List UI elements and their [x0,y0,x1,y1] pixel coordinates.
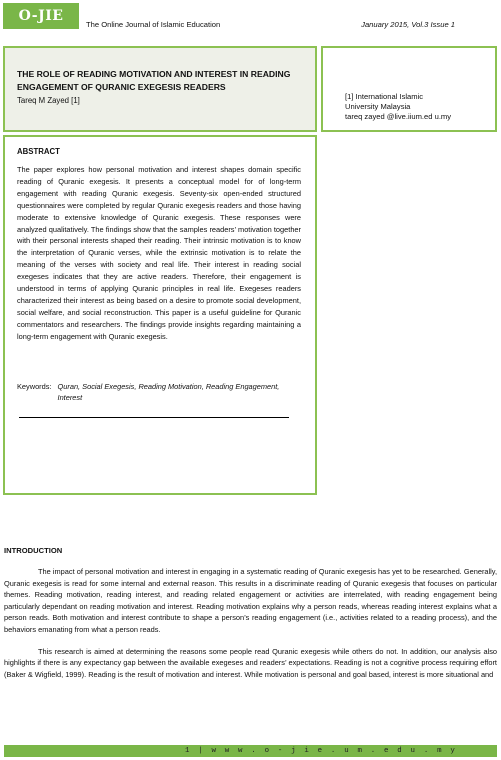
abstract-text: The paper explores how personal motivation and interest shapes domain specific reading of Quranic exegesis. It presents a conceptual model for of long-term engagement with reading Quranic exegesis. Seventy-six open-ended structured questionnaires were completed by regular Quranic exegesis readers and those having moderate to extensive knowledge of Quranic exegesis. These responses were analyzed qualitatively. The findings show that the samples readers’ motivation together with their personal interests shaped their reading. Their intrinsic motivation is to know the interpretation of Quranic verses, while the extrinsic motivation is to relate the meaning of the verses with society and real life. Their interest in reading social exegeses indicates that they are active readers. Therefore, their engagement is understood in terms of applying Quranic principles in real life. Exegeses readers characterized their interest as being based on a desire to promote social development, social welfare, and social reconstruction. This paper is a useful guideline for Quranic commentators and researchers. The findings provide insights regarding maintaining a long-term engagement with Quranic exegesis. [17,165,301,341]
introduction-paragraph-2: This research is aimed at determining the reasons some people read Quranic exegesis while others do not. In addition, our analysis also highlights if there is any expectancy gap between the available exegeses and readers’ expectations. Reading is not a cognitive process requiring effort (Baker & Wigfield, 1999). Reading is the result of motivation and interest. While motivation is personal and goal based, interest is more situational and [4,646,497,679]
abstract-box [3,135,317,495]
abstract-divider [19,417,289,418]
keywords-list: Quran, Social Exegesis, Reading Motivation, Reading Engagement, Interest [57,381,280,403]
body-text [4,546,497,680]
journal-logo: O-JIE [3,3,79,29]
footer-bar [4,745,497,757]
affiliation-line-1: [1] International Islamic [345,92,424,101]
title-box [3,46,317,132]
affiliation-line-2: University Malaysia [345,102,411,111]
journal-name: The Online Journal of Islamic Education [86,20,221,29]
article-title: THE ROLE OF READING MOTIVATION AND INTEREST IN READING ENGAGEMENT OF QURANIC EXEGESIS READERS [17,69,291,92]
keywords-row [17,381,301,404]
article-author: Tareq M Zayed [1] [17,96,80,105]
affiliation-box [321,46,497,132]
keywords-label: Keywords: [17,381,52,391]
introduction-heading: INTRODUCTION [4,546,63,555]
footer-page-url: 1 | w w w . o - j i e . u m . e d u . m y [184,747,457,755]
issue-info: January 2015, Vol.3 Issue 1 [361,20,455,29]
abstract-heading: ABSTRACT [17,147,60,156]
introduction-paragraph-1: The impact of personal motivation and interest in engaging in a systematic reading of Quranic exegesis has yet to be researched. Generally, Quranic exegesis is read for some internal and external reason. This results in a discriminate reading of Quranic exegesis that focuses on particular themes. Reading motivation, reading interest, and reading related engagement or activities are interrelated, with reading engagement being particularly dependant on reading motivation and interest. Reading motivation explains why a person reads, whereas reading interest explains what a person reads. Both motivation and interest contribute to shape a person’s reading engagement (i.e., activities related to a reading process), and the behaviors emanating from what a person reads. [4,567,497,634]
author-email: tareq zayed @live.iium.ed u.my [345,112,452,121]
